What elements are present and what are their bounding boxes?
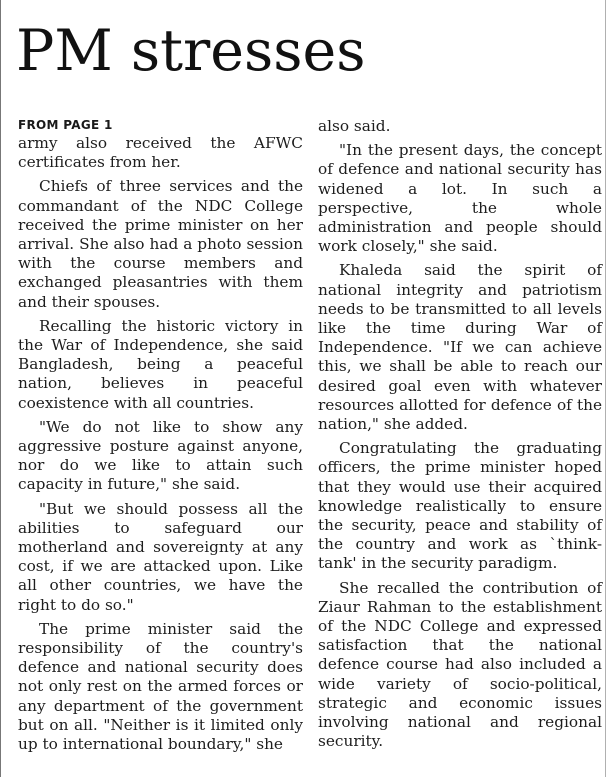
- paragraph: She recalled the contribution of Ziaur Rahman to the establishment of the NDC College and expressed satisfaction that the national defence course had also included a wide variety of socio-political, strategic and economic issues involving national and regional security.: [318, 578, 602, 751]
- continued-from-kicker: FROM PAGE 1: [18, 118, 113, 132]
- paragraph: Recalling the historic victory in the War of Independence, she said Bangladesh, being a peaceful nation, believes in peaceful coexistence with all countries.: [18, 316, 303, 412]
- paragraph: "But we should possess all the abilities to safeguard our motherland and sovereignty at any cost, if we are attacked upon. Like all other countries, we have the right to do so.": [18, 499, 303, 614]
- paragraph: also said.: [318, 117, 391, 135]
- paragraph: Khaleda said the spirit of national integrity and patriotism needs to be transmitted to all levels like the time during War of Independence. "If we can achieve this, we shall be able to reach our desired goal even with whatever resources allotted for defence of the nation," she added.: [318, 261, 602, 434]
- article-column-left: [18, 117, 303, 759]
- headline: PM stresses: [16, 18, 366, 84]
- paragraph: army also received the AFWC certificates from her.: [18, 134, 303, 172]
- paragraph: "In the present days, the concept of defence and national security has widened a lot. In such a perspective, the whole administration and people should work closely," she said.: [318, 141, 602, 256]
- paragraph: "We do not like to show any aggressive posture against anyone, nor do we like to attain such capacity in future," she said.: [18, 417, 303, 494]
- article-column-right: [318, 117, 602, 757]
- paragraph: The prime minister said the responsibility of the country's defence and national security does not only rest on the armed forces or any department of the government but on all. "Neither is it limited only up to international boundary," she: [18, 619, 303, 754]
- paragraph: Chiefs of three services and the commandant of the NDC College received the prime minister on her arrival. She also had a photo session with the course members and exchanged pleasantries with them and their spouses.: [18, 177, 303, 311]
- paragraph: Congratulating the graduating officers, the prime minister hoped that they would use their acquired knowledge realistically to ensure the security, peace and stability of the country and work as `think-tank' in the security paradigm.: [318, 439, 602, 573]
